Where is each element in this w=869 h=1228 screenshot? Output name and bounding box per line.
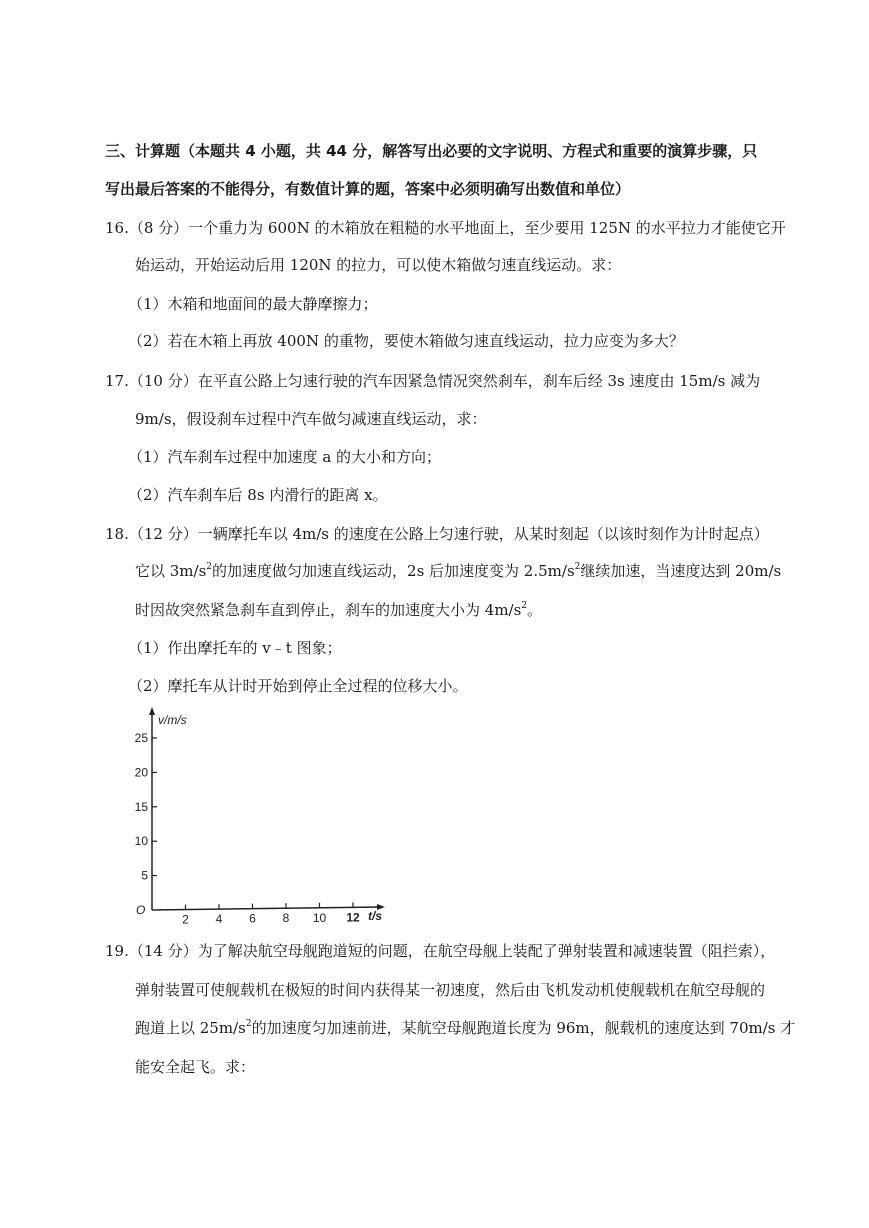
- q16-line2: 始运动，开始运动后用 120N 的拉力，可以使木箱做匀速直线运动。求：: [135, 256, 622, 274]
- y-tick-label: 15: [134, 799, 148, 814]
- q18-line3: 时因故突然紧急刹车直到停止，刹车的加速度大小为 $4m/s^2$。: [135, 601, 543, 619]
- q17-line2: 9m/s，假设刹车过程中汽车做匀减速直线运动，求：: [135, 410, 487, 428]
- x-tick-label: 10: [312, 910, 327, 925]
- q19-line1: 19.（14 分）为了解决航空母舰跑道短的问题，在航空母舰上装配了弹射装置和减速装置（阻拦索），: [105, 942, 776, 960]
- q17-line1: 17.（10 分）在平直公路上匀速行驶的汽车因紧急情况突然刹车，刹车后经 3s 速度由 15m/s 减为: [105, 372, 761, 390]
- q19-line4: 能安全起飞。求：: [135, 1058, 256, 1076]
- y-tick-label: 5: [141, 868, 148, 883]
- q18-part1: （1）作出摩托车的 v﹣t 图象；: [128, 639, 342, 657]
- q18-part2: （2）摩托车从计时开始到停止全过程的位移大小。: [128, 677, 468, 695]
- q17-part2: （2）汽车刹车后 8s 内滑行的距离 x。: [128, 486, 388, 504]
- x-tick-label: 12: [346, 910, 360, 925]
- q16-line1: 16.（8 分）一个重力为 600N 的木箱放在粗糙的水平地面上，至少要用 125N 的水平拉力才能使它开: [105, 219, 786, 237]
- q19-line3: 跑道上以 $25m/s^2$的加速度匀加速前进，某航空母舰跑道长度为 96m，舰载机的速度达到 70m/s 才: [135, 1019, 796, 1037]
- x-tick-label: 8: [282, 911, 290, 926]
- q16-part1: （1）木箱和地面间的最大静摩擦力；: [128, 295, 378, 313]
- y-axis-arrow: [149, 707, 155, 715]
- x-tick-label: 6: [249, 911, 256, 926]
- q19-line2: 弹射装置可使舰载机在极短的时间内获得某一初速度，然后由飞机发动机使舰载机在航空母舰的: [135, 981, 766, 999]
- section-heading-line1: 三、计算题（本题共 4 小题，共 44 分，解答写出必要的文字说明、方程式和重要的演算步骤，只: [105, 142, 758, 160]
- q16-part2: （2）若在木箱上再放 400N 的重物，要使木箱做匀速直线运动，拉力应变为多大？: [128, 332, 684, 350]
- x-tick-label: 4: [215, 912, 223, 926]
- q18-line2: 它以 $3m/s^2$的加速度做匀加速直线运动，2s 后加速度变为 $2.5m/s^2$继续加速，当速度达到 20m/s: [135, 562, 782, 580]
- x-tick-label: 2: [182, 912, 189, 926]
- y-tick-label: 10: [134, 834, 148, 849]
- y-axis-label: v/m/s: [158, 713, 187, 727]
- y-tick-label: 20: [134, 765, 148, 780]
- q17-part1: （1）汽车刹车过程中加速度 a 的大小和方向；: [128, 448, 442, 466]
- origin-label: O: [136, 903, 146, 917]
- section-heading-line2: 写出最后答案的不能得分，有数值计算的题，答案中必须明确写出数值和单位）: [105, 180, 631, 198]
- x-axis-label: t/s: [368, 909, 383, 923]
- vt-blank-graph: [128, 704, 398, 926]
- y-tick-label: 25: [134, 731, 148, 745]
- q18-line1: 18.（12 分）一辆摩托车以 4m/s 的速度在公路上匀速行驶，从某时刻起（以该时刻作为计时起点）: [105, 525, 769, 543]
